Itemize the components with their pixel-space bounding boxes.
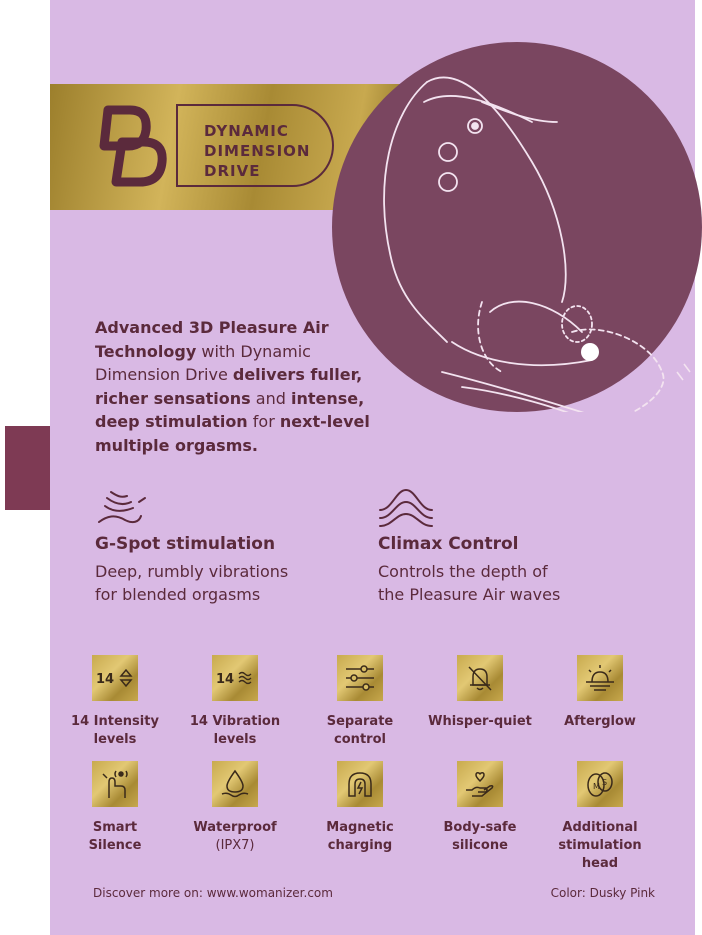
smart-silence-item	[55, 761, 175, 855]
waterproof-icon	[212, 761, 258, 807]
intensity-levels-icon	[92, 655, 138, 701]
feature-description	[378, 560, 638, 606]
intro-text: for	[247, 412, 280, 432]
waterproof-item	[175, 761, 295, 855]
icon-label	[420, 819, 540, 855]
icon-label	[540, 819, 660, 873]
intro-paragraph	[95, 316, 385, 458]
body-safe-silicone-item	[420, 761, 540, 855]
color-text: Color: Dusky Pink	[550, 886, 655, 900]
badge-line: DRIVE	[204, 162, 261, 180]
icon-label	[300, 819, 420, 855]
icon-label-line: stimulation head	[558, 838, 642, 871]
icon-label	[55, 713, 175, 749]
additional-head-icon	[577, 761, 623, 807]
icon-label-line: control	[334, 732, 386, 747]
icon-label-line: 14 Intensity	[71, 714, 159, 729]
feature-line: Deep, rumbly vibrations	[95, 562, 289, 581]
intro-text: and	[250, 388, 291, 408]
icon-label-line: levels	[93, 732, 137, 747]
afterglow-icon	[577, 655, 623, 701]
icon-label-line: Separate	[326, 714, 394, 729]
package-back	[50, 0, 695, 935]
drive-badge-text	[204, 121, 344, 181]
svg-text:14: 14	[96, 672, 115, 687]
feature-line: Controls the depth of	[378, 562, 548, 581]
feature-title: Climax Control	[378, 534, 519, 554]
separate-control-item	[300, 655, 420, 749]
icon-label-line: Waterproof	[193, 820, 277, 835]
icon-label	[300, 713, 420, 749]
icon-label-line: Whisper-quiet	[428, 714, 532, 729]
feature-line: the Pleasure Air waves	[378, 585, 561, 604]
intro-bold: delivers fuller, richer sensations	[95, 365, 363, 408]
icon-label-line: charging	[327, 838, 393, 853]
intro-bold: next-level multiple orgasms.	[95, 412, 370, 455]
icon-label-line: Body-safe	[443, 820, 517, 835]
smart-silence-icon	[92, 761, 138, 807]
icon-label-line: Additional	[562, 820, 638, 835]
svg-text:M: M	[593, 782, 600, 791]
feature-gspot	[95, 486, 355, 606]
icon-label-line: Afterglow	[564, 714, 636, 729]
icon-label-line: levels	[213, 732, 257, 747]
whisper-quiet-item	[420, 655, 540, 731]
gspot-waves-icon	[95, 486, 147, 530]
intro-bold: intense, deep stimulation	[95, 388, 365, 432]
badge-line: DIMENSION	[204, 142, 311, 160]
dd-logo-icon	[90, 96, 170, 196]
intro-text: with Dynamic Dimension Drive	[95, 341, 311, 385]
feature-line: for blended orgasms	[95, 585, 261, 604]
icon-label-line: silicone	[452, 838, 508, 853]
feature-title: G-Spot stimulation	[95, 534, 276, 554]
side-tab	[5, 426, 50, 510]
icon-label-line: (IPX7)	[215, 838, 255, 853]
intensity-levels-item	[55, 655, 175, 749]
icon-label-line: 14 Vibration	[189, 714, 281, 729]
intro-bold: Advanced 3D Pleasure Air Technology	[95, 318, 329, 361]
magnetic-charging-icon	[337, 761, 383, 807]
whisper-quiet-icon	[457, 655, 503, 701]
afterglow-item	[540, 655, 660, 731]
additional-head-item	[540, 761, 660, 873]
climax-waves-icon	[378, 486, 434, 530]
icon-label	[175, 819, 295, 855]
magnetic-charging-item	[300, 761, 420, 855]
svg-text:S: S	[602, 778, 608, 787]
badge-line: DYNAMIC	[204, 122, 289, 140]
icon-label-line: Smart	[92, 820, 138, 835]
vibration-levels-item	[175, 655, 295, 749]
body-safe-silicone-icon	[457, 761, 503, 807]
icon-label	[420, 713, 540, 731]
feature-description	[95, 560, 355, 606]
icon-label-line: Silence	[88, 838, 142, 853]
icon-label	[55, 819, 175, 855]
feature-climax	[378, 486, 638, 606]
icon-label	[175, 713, 295, 749]
product-illustration	[332, 42, 702, 412]
icon-label-line: Magnetic	[326, 820, 394, 835]
separate-control-icon	[337, 655, 383, 701]
icon-label	[540, 713, 660, 731]
vibration-levels-icon	[212, 655, 258, 701]
svg-text:14: 14	[216, 672, 235, 687]
discover-more-text: Discover more on: www.womanizer.com	[93, 886, 333, 900]
